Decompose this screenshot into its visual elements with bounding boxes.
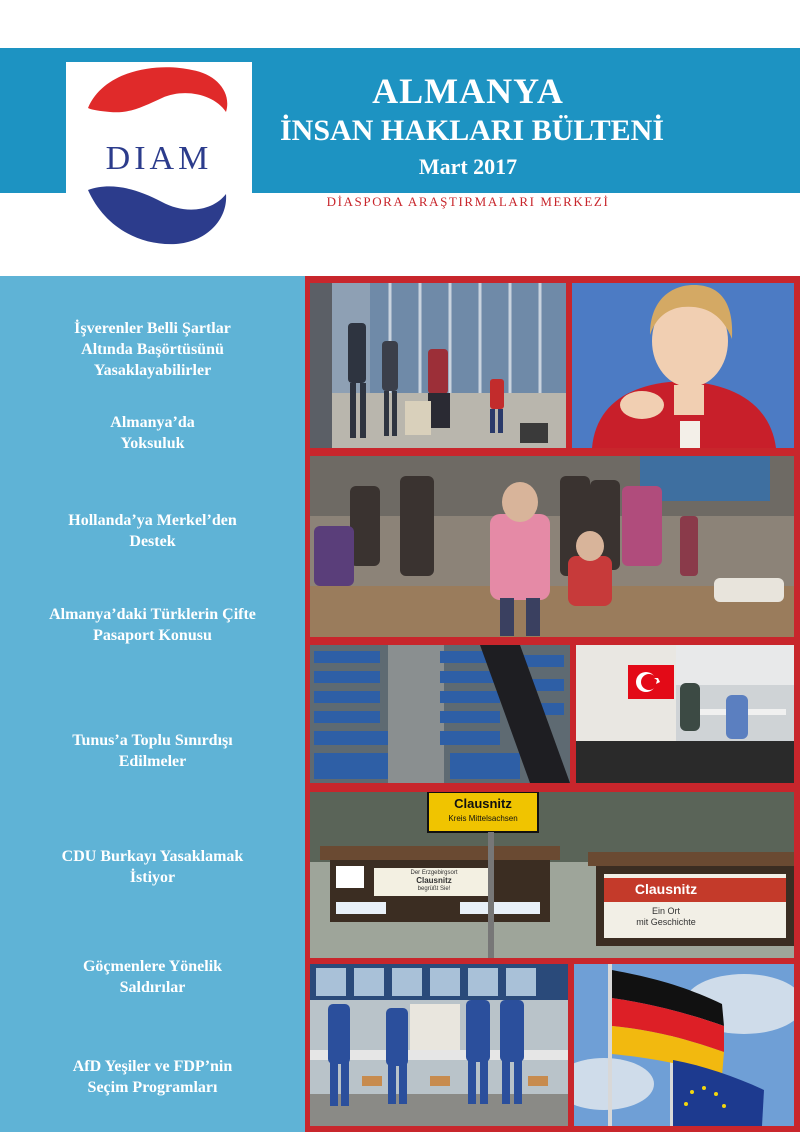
sign-tagline-line: mit Geschichte: [636, 917, 696, 927]
headline-burqa-ban: [10, 846, 295, 888]
headline-line: Almanya’da: [110, 414, 195, 431]
photo-migrants-walking: [310, 283, 566, 448]
board-greeting: [376, 869, 492, 893]
headline-line: Edilmeler: [118, 753, 187, 770]
photo-collage: [305, 276, 800, 1132]
headline-line: Göçmenlere Yönelik: [82, 958, 223, 975]
sign-name: Clausnitz: [634, 881, 698, 897]
photo-german-eu-flags: [574, 964, 794, 1126]
board-greeting-line: begrüßt Sie!: [417, 886, 451, 892]
logo-text: DIAM: [105, 140, 213, 177]
photo-workshop: [310, 964, 568, 1126]
headlines-sidebar: [0, 276, 305, 1132]
headline-line: Pasaport Konusu: [93, 627, 212, 644]
sign-tagline-line: Ein Ort: [651, 906, 680, 916]
headline-line: Saldırılar: [119, 979, 186, 996]
sign-tagline: [606, 906, 726, 928]
headline-line: Seçim Programları: [87, 1079, 218, 1096]
photo-shelter-beds: [310, 645, 570, 783]
headline-line: İşverenler Belli Şartlar: [74, 320, 231, 337]
headline-line: Altında Başörtüsünü: [81, 341, 224, 358]
headline-headscarf-ban: [10, 318, 295, 381]
town-sign-name: Clausnitz: [454, 796, 512, 811]
headline-dual-citizenship: [10, 604, 295, 646]
board-greeting-line: Der Erzgebirgsort: [410, 870, 458, 876]
headline-line: Destek: [129, 533, 176, 550]
headline-election-programs: [10, 1056, 295, 1098]
headline-merkel-support: [10, 510, 295, 552]
photo-consulate-voting: [576, 645, 794, 783]
headline-line: Yasaklayabilirler: [93, 362, 212, 379]
bulletin-title: İNSAN HAKLARI BÜLTENİ: [280, 114, 664, 147]
headline-line: Hollanda’ya Merkel’den: [68, 512, 237, 529]
bulletin-country-title: ALMANYA: [372, 71, 564, 111]
headline-tunisia-deportations: [10, 730, 295, 772]
headline-line: AfD Yeşiler ve FDP’nin: [72, 1058, 233, 1075]
headline-migrant-attacks: [10, 956, 295, 998]
board-greeting-line: Clausnitz: [416, 876, 452, 885]
headline-line: CDU Burkayı Yasaklamak: [61, 848, 244, 865]
bulletin-date: Mart 2017: [418, 154, 518, 179]
headline-poverty: [10, 412, 295, 454]
photo-refugee-children: [310, 456, 794, 637]
organization-name: DİASPORA ARAŞTIRMALARI MERKEZİ: [326, 194, 610, 209]
headline-line: İstiyor: [129, 869, 176, 886]
headline-line: Tunus’a Toplu Sınırdışı: [72, 732, 233, 749]
diam-logo: [66, 62, 252, 252]
photo-clausnitz: [310, 792, 794, 958]
headline-line: Almanya’daki Türklerin Çifte: [49, 606, 256, 623]
headline-line: Yoksuluk: [120, 435, 185, 452]
town-sign-district: Kreis Mittelsachsen: [448, 814, 518, 823]
photo-merkel: [572, 283, 794, 448]
